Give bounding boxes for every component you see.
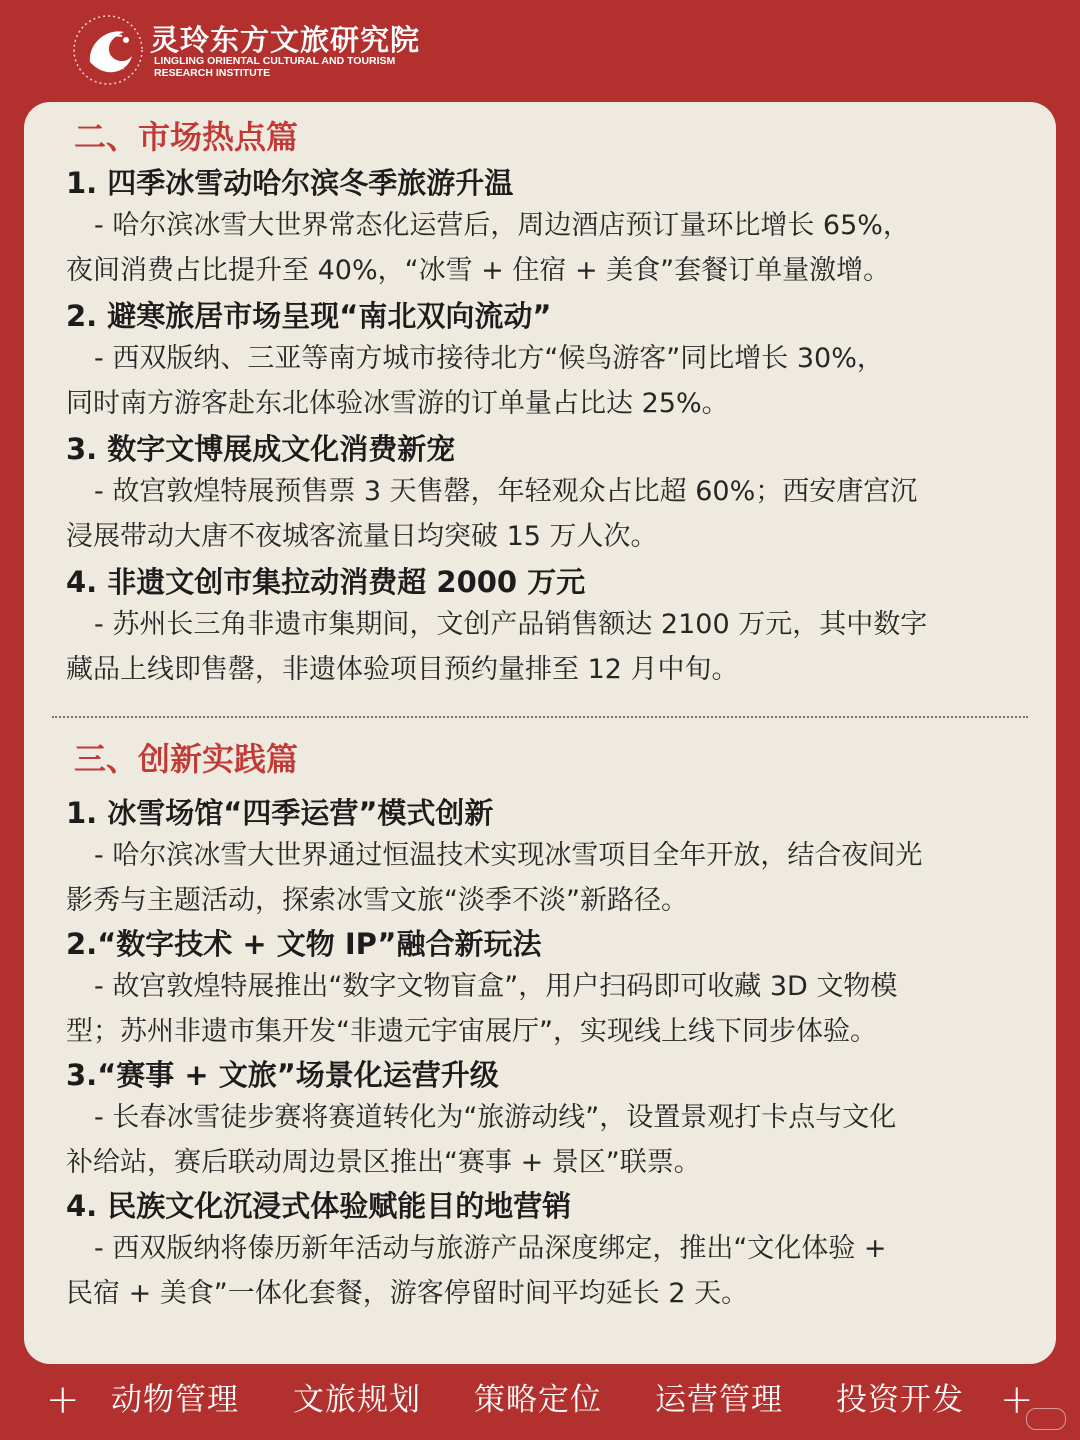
item-title: 1. 四季冰雪动哈尔滨冬季旅游升温 (66, 166, 514, 200)
list-item (66, 923, 1014, 1054)
item-body: - 哈尔滨冰雪大世界通过恒温技术实现冰雪项目全年开放，结合夜间光 影秀与主题活动，探索冰雪文旅“淡季不淡”新路径。 (66, 840, 923, 916)
item-title: 2.“数字技术 + 文物 IP”融合新玩法 (66, 927, 542, 961)
plus-icon: + (46, 1377, 80, 1423)
tag-operations-management: 运营管理 (655, 1382, 783, 1418)
tag-animal-management: 动物管理 (111, 1382, 239, 1418)
brand-name-cn: 灵玲东方文旅研究院 (150, 23, 421, 57)
plus-icon: + (1000, 1377, 1034, 1423)
list-item (66, 1054, 1014, 1185)
section-innovation-practice (66, 734, 1014, 1316)
item-body: - 故宫敦煌特展预售票 3 天售罄，年轻观众占比超 60%；西安唐宫沉 浸展带动大唐不夜城客流量日均突破 15 万人次。 (66, 476, 918, 552)
item-title: 3. 数字文博展成文化消费新宠 (66, 432, 456, 466)
institute-logo-icon (70, 10, 150, 90)
section-title: 三、创新实践篇 (74, 740, 299, 778)
tag-tourism-planning: 文旅规划 (293, 1382, 421, 1418)
header (70, 8, 670, 92)
content-card (24, 102, 1056, 1364)
tag-investment-development: 投资开发 (836, 1382, 964, 1418)
list-item (66, 428, 1014, 559)
watermark-badge (1026, 1408, 1066, 1430)
list-item (66, 295, 1014, 426)
item-body: - 哈尔滨冰雪大世界常态化运营后，周边酒店预订量环比增长 65%， 夜间消费占比提升至 40%，“冰雪 + 住宿 + 美食”套餐订单量激增。 (66, 210, 910, 286)
list-item (66, 1185, 1014, 1316)
brand-name-en: LINGLING ORIENTAL CULTURAL AND TOURISM RESEARCH INSTITUTE (154, 55, 396, 79)
item-body: - 西双版纳、三亚等南方城市接待北方“候鸟游客”同比增长 30%， 同时南方游客赴东北体验冰雪游的订单量占比达 25%。 (66, 343, 884, 419)
dotted-divider (52, 716, 1028, 718)
item-title: 2. 避寒旅居市场呈现“南北双向流动” (66, 299, 552, 333)
item-title: 3.“赛事 + 文旅”场景化运营升级 (66, 1058, 499, 1092)
item-body: - 西双版纳将傣历新年活动与旅游产品深度绑定，推出“文化体验 + 民宿 + 美食”一体化套餐，游客停留时间平均延长 2 天。 (66, 1233, 887, 1309)
item-body: - 苏州长三角非遗市集期间，文创产品销售额达 2100 万元，其中数字 藏品上线即售罄，非遗体验项目预约量排至 12 月中旬。 (66, 609, 928, 685)
list-item (66, 561, 1014, 692)
section-title: 二、市场热点篇 (74, 118, 299, 156)
item-title: 1. 冰雪场馆“四季运营”模式创新 (66, 796, 494, 830)
item-title: 4. 非遗文创市集拉动消费超 2000 万元 (66, 565, 586, 599)
section-market-hotspots (66, 112, 1014, 694)
footer-tag-bar (0, 1372, 1080, 1428)
list-item (66, 792, 1014, 923)
list-item (66, 162, 1014, 293)
item-title: 4. 民族文化沉浸式体验赋能目的地营销 (66, 1189, 572, 1223)
item-body: - 长春冰雪徒步赛将赛道转化为“旅游动线”，设置景观打卡点与文化 补给站，赛后联动周边景区推出“赛事 + 景区”联票。 (66, 1102, 897, 1178)
item-body: - 故宫敦煌特展推出“数字文物盲盒”，用户扫码即可收藏 3D 文物模 型；苏州非遗市集开发“非遗元宇宙展厅”，实现线上线下同步体验。 (66, 971, 898, 1047)
tag-strategy-positioning: 策略定位 (474, 1382, 602, 1418)
